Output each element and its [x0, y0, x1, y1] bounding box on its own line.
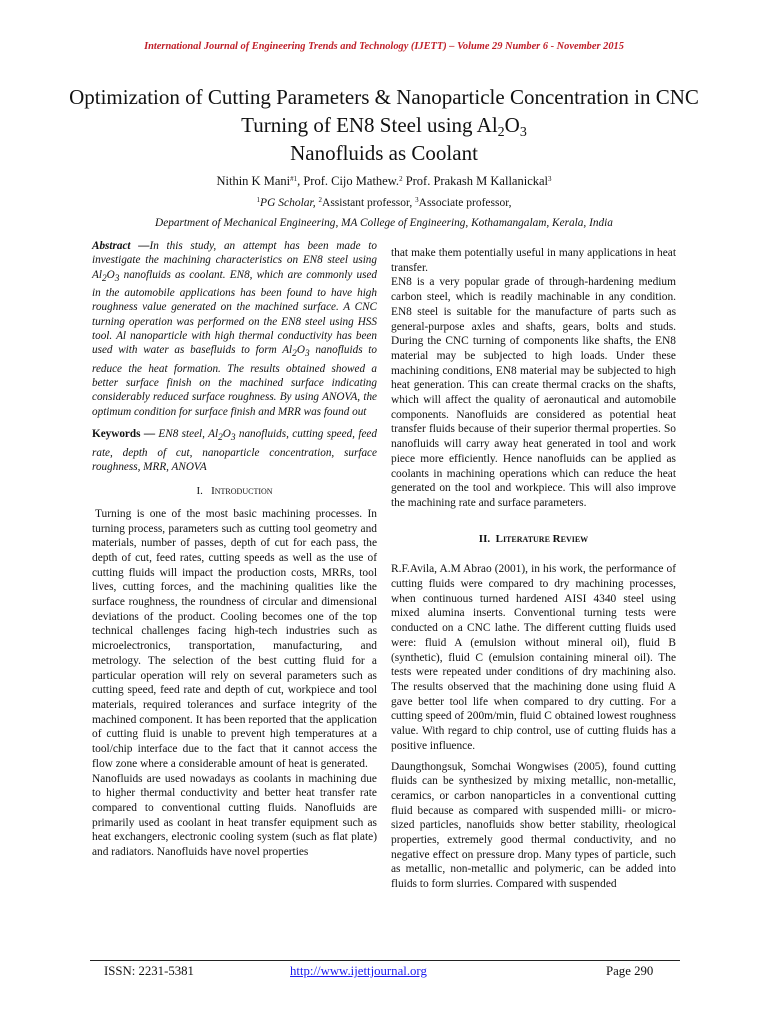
section-heading-introduction: I. Introduction: [196, 485, 273, 498]
footer-divider: [90, 960, 680, 961]
author-roles: $^1$PG Scholar, $^2$Assistant professor, $^3$Associate professor,: [256, 196, 512, 209]
author-list: Nithin K Mani$^{\#1}$, Prof. Cijo Mathew.$^2$ Prof. Prakash M Kallanickal$^3$: [216, 174, 552, 188]
body-paragraph: that make them potentially useful in many applications in heat transfer.: [391, 247, 676, 274]
journal-header: International Journal of Engineering Trends and Technology (IJETT) – Volume 29 Number 6 - November 2015: [144, 41, 624, 52]
intro-paragraph: Nanofluids are used nowadays as coolants in machining due to higher thermal conductivity and better heat transfer rate compared to conventional cutting fluids. Nanofluids are primarily used as coolant in heat transfer equipment such as heat exchangers, electronic cooling system (such as flat plate) and radiators. Nanofluids have novel properties: [92, 772, 377, 859]
paper-title: Optimization of Cutting Parameters & Nanoparticle Concentration in CNC Turning of EN8 Steel using $Al_2O_3$ Nanofluids as Coolant: [69, 85, 699, 165]
keywords: Keywords — EN8 steel, $Al_2O_3$ nanofluids, cutting speed, feed rate, depth of cut, nanoparticle concentration, surface roughness, MRR, ANOVA: [92, 428, 377, 473]
left-column: [92, 239, 377, 860]
intro-paragraph: Turning is one of the most basic machining processes. In turning process, parameters such as cutting tool geometry and materials, number of passes, depth of cut for each pass, the depth of cut, feed rates, cutting speeds as well as the use of cutting fluids will impact the production costs, MRRs, tool lives, cutting forces, and the machining qualities like the surface roughness, the roundness of circular and dimensional deviations of the product. Cooling becomes one of the top technical challenges facing high-tech industries such as microelectronics, transportation, manufacturing, and metrology. The selection of the best cutting fluid for a particular operation will rely on several parameters such as cutting speed, feed rate and depth of cut, workpiece and tool materials, required tolerances and surface integrity of the machined component. It has been reported that the application of cutting fluid is unable to prevent high temperatures at a tool/chip interface due to the fact that it cannot access the flow zone where a considerable amount of heat is generated.: [92, 507, 377, 770]
footer-journal-link[interactable]: http://www.ijettjournal.org: [290, 964, 427, 978]
affiliation: Department of Mechanical Engineering, MA College of Engineering, Kothamangalam, Kerala, India: [155, 217, 613, 229]
footer-page-number: Page 290: [606, 964, 654, 978]
body-paragraph: R.F.Avila, A.M Abrao (2001), in his work, the performance of cutting fluids were compared to dry machining processes, when continuous turned hardened AISI 4340 steel using mixed alumina inserts. Conventional turning tests were conducted on a CNC lathe. The different cutting fluids used were: fluid A (emulsion without mineral oil), fluid B (synthetic), fluid C (emulsion containing mineral oil). The tests were repeated under conditions of dry machining also. The results observed that the machining done using fluid A gave better tool life when compared to dry cutting. For a cutting speed of 200m/min, fluid C obtained lowest roughness value. With regard to chip control, use of cutting fluids has a positive influence.: [391, 563, 676, 752]
body-paragraph: EN8 is a very popular grade of through-hardening medium carbon steel, which is readily machinable in any condition. EN8 steel is suitable for the manufacture of parts such as general-purpose axles and shafts, gears, bolts and studs. During the CNC turning of components like shafts, the EN8 material may be subjected to high loads. Under these machining conditions, EN8 material may be subjected to high heat generation. This can create thermal cracks on the shafts, which will affect the quality of aeronautical and automobile components. Nanofluids are considered as potential heat transfer fluids because of their superior thermal properties. So nanofluids will carry away heat generated in tool and work piece more efficiently. Hence nanofluids can be applied as coolants in machining operations which can reduce the heat generated on the tool and workpiece. This will also improve the machining rate and surface parameters.: [391, 276, 676, 509]
footer-issn: ISSN: 2231-5381: [104, 964, 194, 978]
body-paragraph: Daungthongsuk, Somchai Wongwises (2005), found cutting fluids can be synthesized by mixing metallic, non-metallic, ceramics, or carbon nanoparticles in a conventional cutting fluid because as compared with suspended milli- or micro-sized particles, nanofluids show better stability, rheological properties, extremely good thermal conductivity, and no negative effect on pressure drop. Many types of particle, such as metallic, non-metallic and polymeric, can be added into fluids to form slurries. Compared with suspended: [391, 760, 676, 891]
section-heading-literature-review: II. Literature Review: [478, 532, 589, 545]
abstract: Abstract —In this study, an attempt has been made to investigate the machining characteristics on EN8 steel using $Al_2O_3$ nanofluids as coolant. EN8, which are commonly used in the automobile applications has been found to have high roughness value generated on the machined surface. A CNC turning operation was performed on the EN8 steel using HSS tool. Al nanoparticle with high thermal conductivity has been used with water as basefluids to form $Al_2O_3$ nanofluids to reduce the heat formation. The results obtained showed a better surface finish on the machined surface indicating considerably reduced surface roughness. By using ANOVA, the optimum condition for surface finish and MRR was found out: [92, 240, 377, 418]
right-column: [391, 246, 676, 892]
